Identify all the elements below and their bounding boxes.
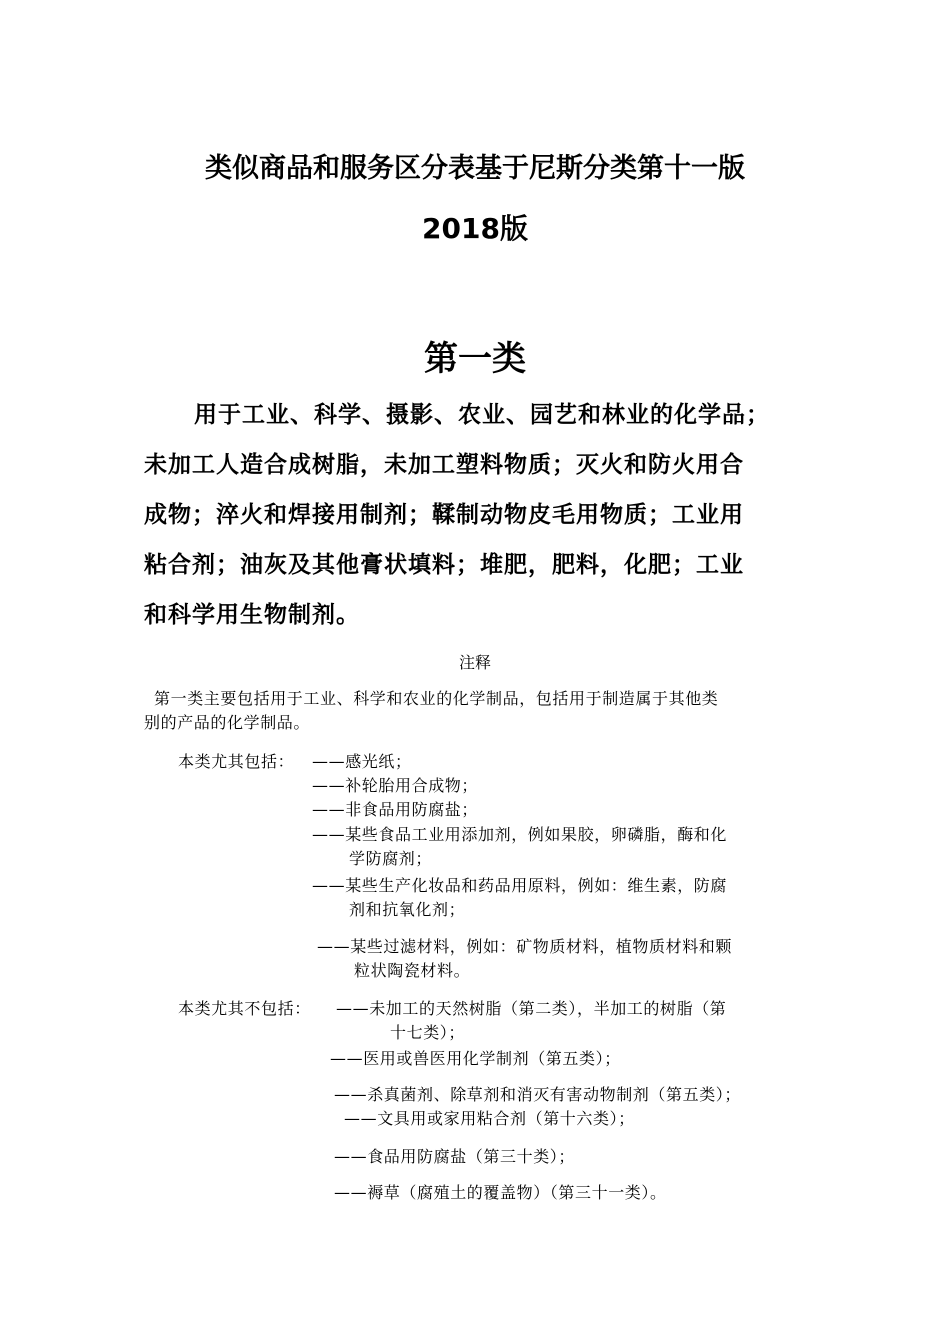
excludes-label: 本类尤其不包括： bbox=[178, 999, 311, 1018]
class-summary-line: 未加工人造合成树脂，未加工塑料物质；灭火和防火用合 bbox=[144, 452, 744, 478]
class-summary-line: 用于工业、科学、摄影、农业、园艺和林业的化学品； bbox=[194, 402, 770, 428]
note-intro-line: 第一类主要包括用于工业、科学和农业的化学制品，包括用于制造属于其他类 bbox=[154, 689, 719, 708]
includes-item: ——感光纸； bbox=[312, 752, 412, 771]
excludes-item: ——杀真菌剂、除草剂和消灭有害动物制剂（第五类）； bbox=[334, 1085, 742, 1104]
includes-item: ——某些过滤材料，例如：矿物质材料，植物质材料和颗 bbox=[317, 937, 733, 956]
includes-item-continuation: 粒状陶瓷材料。 bbox=[354, 961, 471, 980]
includes-item-continuation: 学防腐剂； bbox=[349, 849, 433, 868]
excludes-item-continuation: 十七类）； bbox=[390, 1023, 466, 1042]
excludes-item: ——未加工的天然树脂（第二类），半加工的树脂（第 bbox=[336, 999, 727, 1018]
class-summary-line: 粘合剂；油灰及其他膏状填料；堆肥，肥料，化肥；工业 bbox=[144, 552, 744, 578]
excludes-item: ——文具用或家用粘合剂（第十六类）； bbox=[344, 1109, 635, 1128]
excludes-item: ——褥草（腐殖土的覆盖物）（第三十一类）。 bbox=[334, 1183, 667, 1202]
excludes-item: ——医用或兽医用化学制剂（第五类）； bbox=[330, 1049, 621, 1068]
includes-item: ——非食品用防腐盐； bbox=[312, 800, 479, 819]
note-heading: 注释 bbox=[458, 653, 491, 672]
document-edition: 2018版 bbox=[422, 212, 528, 245]
class-heading: 第一类 bbox=[424, 339, 526, 379]
includes-label: 本类尤其包括： bbox=[178, 752, 295, 771]
excludes-item: ——食品用防腐盐（第三十类）； bbox=[334, 1147, 576, 1166]
note-intro-line: 别的产品的化学制品。 bbox=[144, 713, 311, 732]
includes-item: ——某些生产化妆品和药品用原料，例如：维生素，防腐 bbox=[312, 876, 728, 895]
class-summary-line: 和科学用生物制剂。 bbox=[144, 602, 360, 628]
includes-item: ——某些食品工业用添加剂，例如果胶，卵磷脂，酶和化 bbox=[312, 825, 728, 844]
class-summary-line: 成物；淬火和焊接用制剂；鞣制动物皮毛用物质；工业用 bbox=[144, 502, 744, 528]
document-title: 类似商品和服务区分表基于尼斯分类第十一版 bbox=[205, 153, 745, 184]
includes-item-continuation: 剂和抗氧化剂； bbox=[349, 900, 466, 919]
includes-item: ——补轮胎用合成物； bbox=[312, 776, 479, 795]
